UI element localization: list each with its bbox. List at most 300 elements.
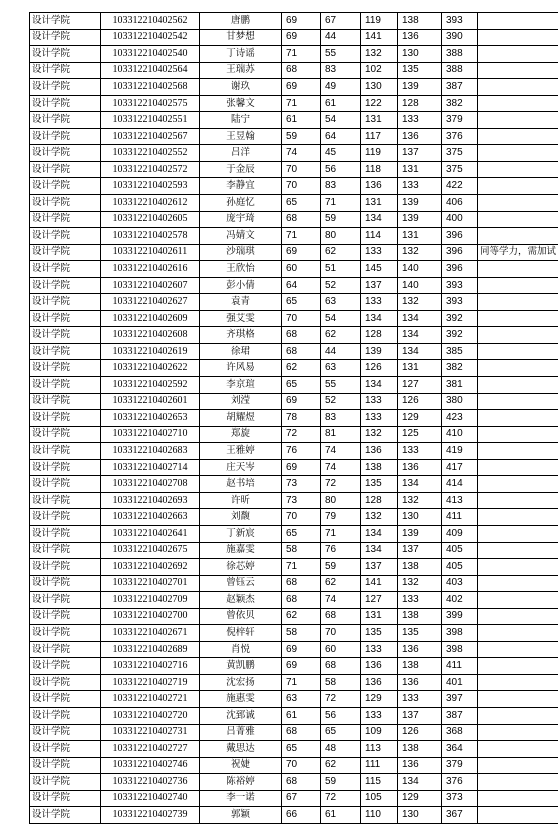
exam-id-cell: 103312210402578 bbox=[101, 228, 200, 245]
politics-score-cell: 65 bbox=[282, 195, 321, 212]
subject-two-score-cell: 139 bbox=[398, 79, 442, 96]
table-row bbox=[30, 294, 559, 311]
politics-score-cell: 73 bbox=[282, 476, 321, 493]
subject-one-score-cell: 105 bbox=[361, 790, 398, 807]
foreign-language-score-cell: 83 bbox=[321, 62, 361, 79]
exam-id-cell: 103312210402693 bbox=[101, 492, 200, 509]
foreign-language-score-cell: 72 bbox=[321, 476, 361, 493]
table-row bbox=[30, 426, 559, 443]
remark-cell bbox=[478, 476, 559, 493]
politics-score-cell: 70 bbox=[282, 161, 321, 178]
remark-cell: 同等学力，需加试 bbox=[478, 244, 559, 261]
foreign-language-score-cell: 60 bbox=[321, 641, 361, 658]
exam-id-cell: 103312210402736 bbox=[101, 774, 200, 791]
remark-cell bbox=[478, 310, 559, 327]
total-score-cell: 399 bbox=[442, 608, 478, 625]
foreign-language-score-cell: 71 bbox=[321, 195, 361, 212]
politics-score-cell: 70 bbox=[282, 178, 321, 195]
remark-cell bbox=[478, 343, 559, 360]
remark-cell bbox=[478, 509, 559, 526]
table-row bbox=[30, 228, 559, 245]
total-score-cell: 414 bbox=[442, 476, 478, 493]
subject-one-score-cell: 133 bbox=[361, 393, 398, 410]
subject-two-score-cell: 136 bbox=[398, 641, 442, 658]
student-name-cell: 曾依贝 bbox=[200, 608, 282, 625]
politics-score-cell: 69 bbox=[282, 244, 321, 261]
foreign-language-score-cell: 68 bbox=[321, 608, 361, 625]
school-cell: 设计学院 bbox=[30, 674, 101, 691]
school-cell: 设计学院 bbox=[30, 658, 101, 675]
politics-score-cell: 68 bbox=[282, 327, 321, 344]
table-row bbox=[30, 559, 559, 576]
subject-one-score-cell: 132 bbox=[361, 426, 398, 443]
total-score-cell: 393 bbox=[442, 277, 478, 294]
exam-id-cell: 103312210402622 bbox=[101, 360, 200, 377]
remark-cell bbox=[478, 790, 559, 807]
remark-cell bbox=[478, 79, 559, 96]
politics-score-cell: 73 bbox=[282, 492, 321, 509]
exam-id-cell: 103312210402611 bbox=[101, 244, 200, 261]
school-cell: 设计学院 bbox=[30, 228, 101, 245]
school-cell: 设计学院 bbox=[30, 112, 101, 129]
subject-one-score-cell: 130 bbox=[361, 79, 398, 96]
school-cell: 设计学院 bbox=[30, 360, 101, 377]
school-cell: 设计学院 bbox=[30, 62, 101, 79]
total-score-cell: 382 bbox=[442, 95, 478, 112]
student-name-cell: 沈宏扬 bbox=[200, 674, 282, 691]
exam-id-cell: 103312210402641 bbox=[101, 525, 200, 542]
student-name-cell: 李京瑄 bbox=[200, 377, 282, 394]
foreign-language-score-cell: 52 bbox=[321, 277, 361, 294]
table-row bbox=[30, 443, 559, 460]
school-cell: 设计学院 bbox=[30, 459, 101, 476]
subject-one-score-cell: 134 bbox=[361, 377, 398, 394]
table-row bbox=[30, 377, 559, 394]
table-row bbox=[30, 261, 559, 278]
foreign-language-score-cell: 63 bbox=[321, 294, 361, 311]
school-cell: 设计学院 bbox=[30, 741, 101, 758]
total-score-cell: 403 bbox=[442, 575, 478, 592]
politics-score-cell: 70 bbox=[282, 509, 321, 526]
student-name-cell: 刘馥 bbox=[200, 509, 282, 526]
school-cell: 设计学院 bbox=[30, 641, 101, 658]
remark-cell bbox=[478, 625, 559, 642]
subject-two-score-cell: 131 bbox=[398, 360, 442, 377]
student-name-cell: 肖悦 bbox=[200, 641, 282, 658]
student-name-cell: 丁新宸 bbox=[200, 525, 282, 542]
exam-id-cell: 103312210402653 bbox=[101, 410, 200, 427]
table-row bbox=[30, 95, 559, 112]
politics-score-cell: 64 bbox=[282, 277, 321, 294]
politics-score-cell: 70 bbox=[282, 757, 321, 774]
total-score-cell: 388 bbox=[442, 46, 478, 63]
politics-score-cell: 61 bbox=[282, 707, 321, 724]
remark-cell bbox=[478, 360, 559, 377]
subject-one-score-cell: 128 bbox=[361, 492, 398, 509]
student-name-cell: 赵颖杰 bbox=[200, 592, 282, 609]
foreign-language-score-cell: 72 bbox=[321, 691, 361, 708]
subject-two-score-cell: 137 bbox=[398, 145, 442, 162]
politics-score-cell: 68 bbox=[282, 343, 321, 360]
foreign-language-score-cell: 52 bbox=[321, 393, 361, 410]
total-score-cell: 405 bbox=[442, 559, 478, 576]
subject-two-score-cell: 133 bbox=[398, 178, 442, 195]
table-row bbox=[30, 178, 559, 195]
politics-score-cell: 65 bbox=[282, 377, 321, 394]
remark-cell bbox=[478, 774, 559, 791]
foreign-language-score-cell: 62 bbox=[321, 757, 361, 774]
foreign-language-score-cell: 59 bbox=[321, 559, 361, 576]
foreign-language-score-cell: 80 bbox=[321, 492, 361, 509]
school-cell: 设计学院 bbox=[30, 377, 101, 394]
exam-id-cell: 103312210402572 bbox=[101, 161, 200, 178]
subject-two-score-cell: 138 bbox=[398, 608, 442, 625]
total-score-cell: 393 bbox=[442, 13, 478, 30]
exam-id-cell: 103312210402683 bbox=[101, 443, 200, 460]
total-score-cell: 364 bbox=[442, 741, 478, 758]
politics-score-cell: 71 bbox=[282, 559, 321, 576]
school-cell: 设计学院 bbox=[30, 559, 101, 576]
subject-two-score-cell: 128 bbox=[398, 95, 442, 112]
subject-two-score-cell: 138 bbox=[398, 13, 442, 30]
school-cell: 设计学院 bbox=[30, 707, 101, 724]
exam-id-cell: 103312210402608 bbox=[101, 327, 200, 344]
school-cell: 设计学院 bbox=[30, 476, 101, 493]
subject-one-score-cell: 110 bbox=[361, 807, 398, 824]
exam-id-cell: 103312210402740 bbox=[101, 790, 200, 807]
table-row bbox=[30, 343, 559, 360]
table-row bbox=[30, 691, 559, 708]
school-cell: 设计学院 bbox=[30, 509, 101, 526]
remark-cell bbox=[478, 112, 559, 129]
total-score-cell: 409 bbox=[442, 525, 478, 542]
foreign-language-score-cell: 76 bbox=[321, 542, 361, 559]
foreign-language-score-cell: 55 bbox=[321, 377, 361, 394]
total-score-cell: 413 bbox=[442, 492, 478, 509]
table-row bbox=[30, 807, 559, 824]
foreign-language-score-cell: 44 bbox=[321, 29, 361, 46]
total-score-cell: 396 bbox=[442, 244, 478, 261]
table-row bbox=[30, 62, 559, 79]
subject-one-score-cell: 134 bbox=[361, 211, 398, 228]
foreign-language-score-cell: 63 bbox=[321, 360, 361, 377]
school-cell: 设计学院 bbox=[30, 608, 101, 625]
politics-score-cell: 68 bbox=[282, 575, 321, 592]
remark-cell bbox=[478, 195, 559, 212]
exam-id-cell: 103312210402540 bbox=[101, 46, 200, 63]
foreign-language-score-cell: 74 bbox=[321, 459, 361, 476]
subject-two-score-cell: 134 bbox=[398, 327, 442, 344]
subject-two-score-cell: 132 bbox=[398, 294, 442, 311]
remark-cell bbox=[478, 658, 559, 675]
subject-two-score-cell: 139 bbox=[398, 525, 442, 542]
table-row bbox=[30, 327, 559, 344]
total-score-cell: 401 bbox=[442, 674, 478, 691]
total-score-cell: 422 bbox=[442, 178, 478, 195]
total-score-cell: 396 bbox=[442, 261, 478, 278]
exam-id-cell: 103312210402552 bbox=[101, 145, 200, 162]
student-name-cell: 赵书培 bbox=[200, 476, 282, 493]
school-cell: 设计学院 bbox=[30, 592, 101, 609]
subject-one-score-cell: 117 bbox=[361, 128, 398, 145]
exam-id-cell: 103312210402719 bbox=[101, 674, 200, 691]
school-cell: 设计学院 bbox=[30, 128, 101, 145]
subject-two-score-cell: 125 bbox=[398, 426, 442, 443]
school-cell: 设计学院 bbox=[30, 310, 101, 327]
total-score-cell: 398 bbox=[442, 625, 478, 642]
student-name-cell: 胡耀煜 bbox=[200, 410, 282, 427]
school-cell: 设计学院 bbox=[30, 426, 101, 443]
foreign-language-score-cell: 65 bbox=[321, 724, 361, 741]
subject-two-score-cell: 140 bbox=[398, 261, 442, 278]
subject-two-score-cell: 138 bbox=[398, 741, 442, 758]
student-name-cell: 徐珺 bbox=[200, 343, 282, 360]
politics-score-cell: 69 bbox=[282, 641, 321, 658]
subject-one-score-cell: 135 bbox=[361, 476, 398, 493]
foreign-language-score-cell: 48 bbox=[321, 741, 361, 758]
exam-id-cell: 103312210402721 bbox=[101, 691, 200, 708]
student-name-cell: 许风易 bbox=[200, 360, 282, 377]
total-score-cell: 387 bbox=[442, 707, 478, 724]
remark-cell bbox=[478, 724, 559, 741]
remark-cell bbox=[478, 62, 559, 79]
foreign-language-score-cell: 54 bbox=[321, 112, 361, 129]
politics-score-cell: 69 bbox=[282, 393, 321, 410]
remark-cell bbox=[478, 757, 559, 774]
exam-id-cell: 103312210402739 bbox=[101, 807, 200, 824]
student-name-cell: 刘滢 bbox=[200, 393, 282, 410]
total-score-cell: 417 bbox=[442, 459, 478, 476]
foreign-language-score-cell: 79 bbox=[321, 509, 361, 526]
total-score-cell: 411 bbox=[442, 509, 478, 526]
school-cell: 设计学院 bbox=[30, 211, 101, 228]
exam-id-cell: 103312210402746 bbox=[101, 757, 200, 774]
student-name-cell: 曾钰云 bbox=[200, 575, 282, 592]
exam-id-cell: 103312210402727 bbox=[101, 741, 200, 758]
foreign-language-score-cell: 70 bbox=[321, 625, 361, 642]
total-score-cell: 405 bbox=[442, 542, 478, 559]
foreign-language-score-cell: 62 bbox=[321, 327, 361, 344]
total-score-cell: 381 bbox=[442, 377, 478, 394]
politics-score-cell: 59 bbox=[282, 128, 321, 145]
table-row bbox=[30, 608, 559, 625]
student-name-cell: 丁诗谣 bbox=[200, 46, 282, 63]
school-cell: 设计学院 bbox=[30, 95, 101, 112]
table-row bbox=[30, 476, 559, 493]
table-row bbox=[30, 724, 559, 741]
politics-score-cell: 67 bbox=[282, 790, 321, 807]
subject-one-score-cell: 136 bbox=[361, 658, 398, 675]
total-score-cell: 410 bbox=[442, 426, 478, 443]
exam-id-cell: 103312210402619 bbox=[101, 343, 200, 360]
student-name-cell: 戴思达 bbox=[200, 741, 282, 758]
exam-id-cell: 103312210402562 bbox=[101, 13, 200, 30]
foreign-language-score-cell: 74 bbox=[321, 443, 361, 460]
school-cell: 设计学院 bbox=[30, 525, 101, 542]
subject-one-score-cell: 128 bbox=[361, 327, 398, 344]
remark-cell bbox=[478, 674, 559, 691]
student-name-cell: 施嘉雯 bbox=[200, 542, 282, 559]
table-row bbox=[30, 757, 559, 774]
total-score-cell: 367 bbox=[442, 807, 478, 824]
total-score-cell: 375 bbox=[442, 145, 478, 162]
exam-id-cell: 103312210402605 bbox=[101, 211, 200, 228]
student-name-cell: 吕洋 bbox=[200, 145, 282, 162]
exam-id-cell: 103312210402675 bbox=[101, 542, 200, 559]
remark-cell bbox=[478, 377, 559, 394]
table-row bbox=[30, 161, 559, 178]
remark-cell bbox=[478, 211, 559, 228]
subject-two-score-cell: 130 bbox=[398, 807, 442, 824]
table-row bbox=[30, 542, 559, 559]
school-cell: 设计学院 bbox=[30, 492, 101, 509]
politics-score-cell: 68 bbox=[282, 724, 321, 741]
exam-id-cell: 103312210402710 bbox=[101, 426, 200, 443]
foreign-language-score-cell: 80 bbox=[321, 228, 361, 245]
school-cell: 设计学院 bbox=[30, 195, 101, 212]
foreign-language-score-cell: 59 bbox=[321, 774, 361, 791]
student-name-cell: 李一诺 bbox=[200, 790, 282, 807]
remark-cell bbox=[478, 459, 559, 476]
school-cell: 设计学院 bbox=[30, 807, 101, 824]
table-row bbox=[30, 393, 559, 410]
student-name-cell: 王昱翰 bbox=[200, 128, 282, 145]
subject-one-score-cell: 119 bbox=[361, 145, 398, 162]
exam-id-cell: 103312210402567 bbox=[101, 128, 200, 145]
subject-one-score-cell: 102 bbox=[361, 62, 398, 79]
foreign-language-score-cell: 74 bbox=[321, 592, 361, 609]
politics-score-cell: 68 bbox=[282, 211, 321, 228]
remark-cell bbox=[478, 807, 559, 824]
subject-one-score-cell: 131 bbox=[361, 195, 398, 212]
foreign-language-score-cell: 64 bbox=[321, 128, 361, 145]
table-row bbox=[30, 128, 559, 145]
table-row bbox=[30, 13, 559, 30]
politics-score-cell: 65 bbox=[282, 525, 321, 542]
subject-two-score-cell: 136 bbox=[398, 29, 442, 46]
exam-id-cell: 103312210402607 bbox=[101, 277, 200, 294]
subject-one-score-cell: 141 bbox=[361, 29, 398, 46]
table-row bbox=[30, 410, 559, 427]
student-name-cell: 彭小倩 bbox=[200, 277, 282, 294]
student-name-cell: 王欣怡 bbox=[200, 261, 282, 278]
total-score-cell: 411 bbox=[442, 658, 478, 675]
table-row bbox=[30, 641, 559, 658]
politics-score-cell: 65 bbox=[282, 294, 321, 311]
subject-one-score-cell: 141 bbox=[361, 575, 398, 592]
subject-two-score-cell: 131 bbox=[398, 161, 442, 178]
foreign-language-score-cell: 44 bbox=[321, 343, 361, 360]
subject-one-score-cell: 136 bbox=[361, 178, 398, 195]
total-score-cell: 393 bbox=[442, 294, 478, 311]
table-row bbox=[30, 790, 559, 807]
politics-score-cell: 58 bbox=[282, 625, 321, 642]
student-name-cell: 庞宇琦 bbox=[200, 211, 282, 228]
foreign-language-score-cell: 72 bbox=[321, 790, 361, 807]
foreign-language-score-cell: 55 bbox=[321, 46, 361, 63]
remark-cell bbox=[478, 327, 559, 344]
student-name-cell: 徐芯婷 bbox=[200, 559, 282, 576]
remark-cell bbox=[478, 261, 559, 278]
foreign-language-score-cell: 54 bbox=[321, 310, 361, 327]
remark-cell bbox=[478, 228, 559, 245]
student-name-cell: 冯婧文 bbox=[200, 228, 282, 245]
school-cell: 设计学院 bbox=[30, 261, 101, 278]
total-score-cell: 398 bbox=[442, 641, 478, 658]
exam-id-cell: 103312210402720 bbox=[101, 707, 200, 724]
subject-two-score-cell: 137 bbox=[398, 707, 442, 724]
student-name-cell: 陈裕婷 bbox=[200, 774, 282, 791]
student-name-cell: 袁青 bbox=[200, 294, 282, 311]
exam-id-cell: 103312210402714 bbox=[101, 459, 200, 476]
foreign-language-score-cell: 45 bbox=[321, 145, 361, 162]
foreign-language-score-cell: 68 bbox=[321, 658, 361, 675]
exam-id-cell: 103312210402700 bbox=[101, 608, 200, 625]
subject-one-score-cell: 132 bbox=[361, 509, 398, 526]
total-score-cell: 419 bbox=[442, 443, 478, 460]
exam-id-cell: 103312210402575 bbox=[101, 95, 200, 112]
table-row bbox=[30, 46, 559, 63]
exam-id-cell: 103312210402551 bbox=[101, 112, 200, 129]
politics-score-cell: 63 bbox=[282, 691, 321, 708]
remark-cell bbox=[478, 46, 559, 63]
subject-two-score-cell: 130 bbox=[398, 509, 442, 526]
politics-score-cell: 68 bbox=[282, 62, 321, 79]
remark-cell bbox=[478, 443, 559, 460]
remark-cell bbox=[478, 691, 559, 708]
student-name-cell: 倪梓轩 bbox=[200, 625, 282, 642]
school-cell: 设计学院 bbox=[30, 145, 101, 162]
total-score-cell: 376 bbox=[442, 128, 478, 145]
subject-two-score-cell: 126 bbox=[398, 724, 442, 741]
student-name-cell: 祝婕 bbox=[200, 757, 282, 774]
remark-cell bbox=[478, 277, 559, 294]
subject-two-score-cell: 134 bbox=[398, 343, 442, 360]
subject-two-score-cell: 133 bbox=[398, 112, 442, 129]
exam-id-cell: 103312210402627 bbox=[101, 294, 200, 311]
exam-id-cell: 103312210402689 bbox=[101, 641, 200, 658]
subject-one-score-cell: 133 bbox=[361, 707, 398, 724]
student-name-cell: 孙庭忆 bbox=[200, 195, 282, 212]
subject-one-score-cell: 137 bbox=[361, 559, 398, 576]
total-score-cell: 379 bbox=[442, 112, 478, 129]
foreign-language-score-cell: 56 bbox=[321, 707, 361, 724]
student-name-cell: 李静宜 bbox=[200, 178, 282, 195]
table-row bbox=[30, 492, 559, 509]
exam-id-cell: 103312210402564 bbox=[101, 62, 200, 79]
subject-two-score-cell: 139 bbox=[398, 211, 442, 228]
subject-one-score-cell: 122 bbox=[361, 95, 398, 112]
politics-score-cell: 70 bbox=[282, 310, 321, 327]
subject-one-score-cell: 113 bbox=[361, 741, 398, 758]
subject-two-score-cell: 129 bbox=[398, 410, 442, 427]
school-cell: 设计学院 bbox=[30, 46, 101, 63]
politics-score-cell: 69 bbox=[282, 459, 321, 476]
table-row bbox=[30, 360, 559, 377]
subject-one-score-cell: 114 bbox=[361, 228, 398, 245]
remark-cell bbox=[478, 707, 559, 724]
foreign-language-score-cell: 62 bbox=[321, 575, 361, 592]
exam-id-cell: 103312210402593 bbox=[101, 178, 200, 195]
subject-one-score-cell: 138 bbox=[361, 459, 398, 476]
total-score-cell: 400 bbox=[442, 211, 478, 228]
student-name-cell: 沙瑞琪 bbox=[200, 244, 282, 261]
subject-two-score-cell: 131 bbox=[398, 228, 442, 245]
foreign-language-score-cell: 61 bbox=[321, 807, 361, 824]
student-name-cell: 于金辰 bbox=[200, 161, 282, 178]
remark-cell bbox=[478, 492, 559, 509]
remark-cell bbox=[478, 741, 559, 758]
